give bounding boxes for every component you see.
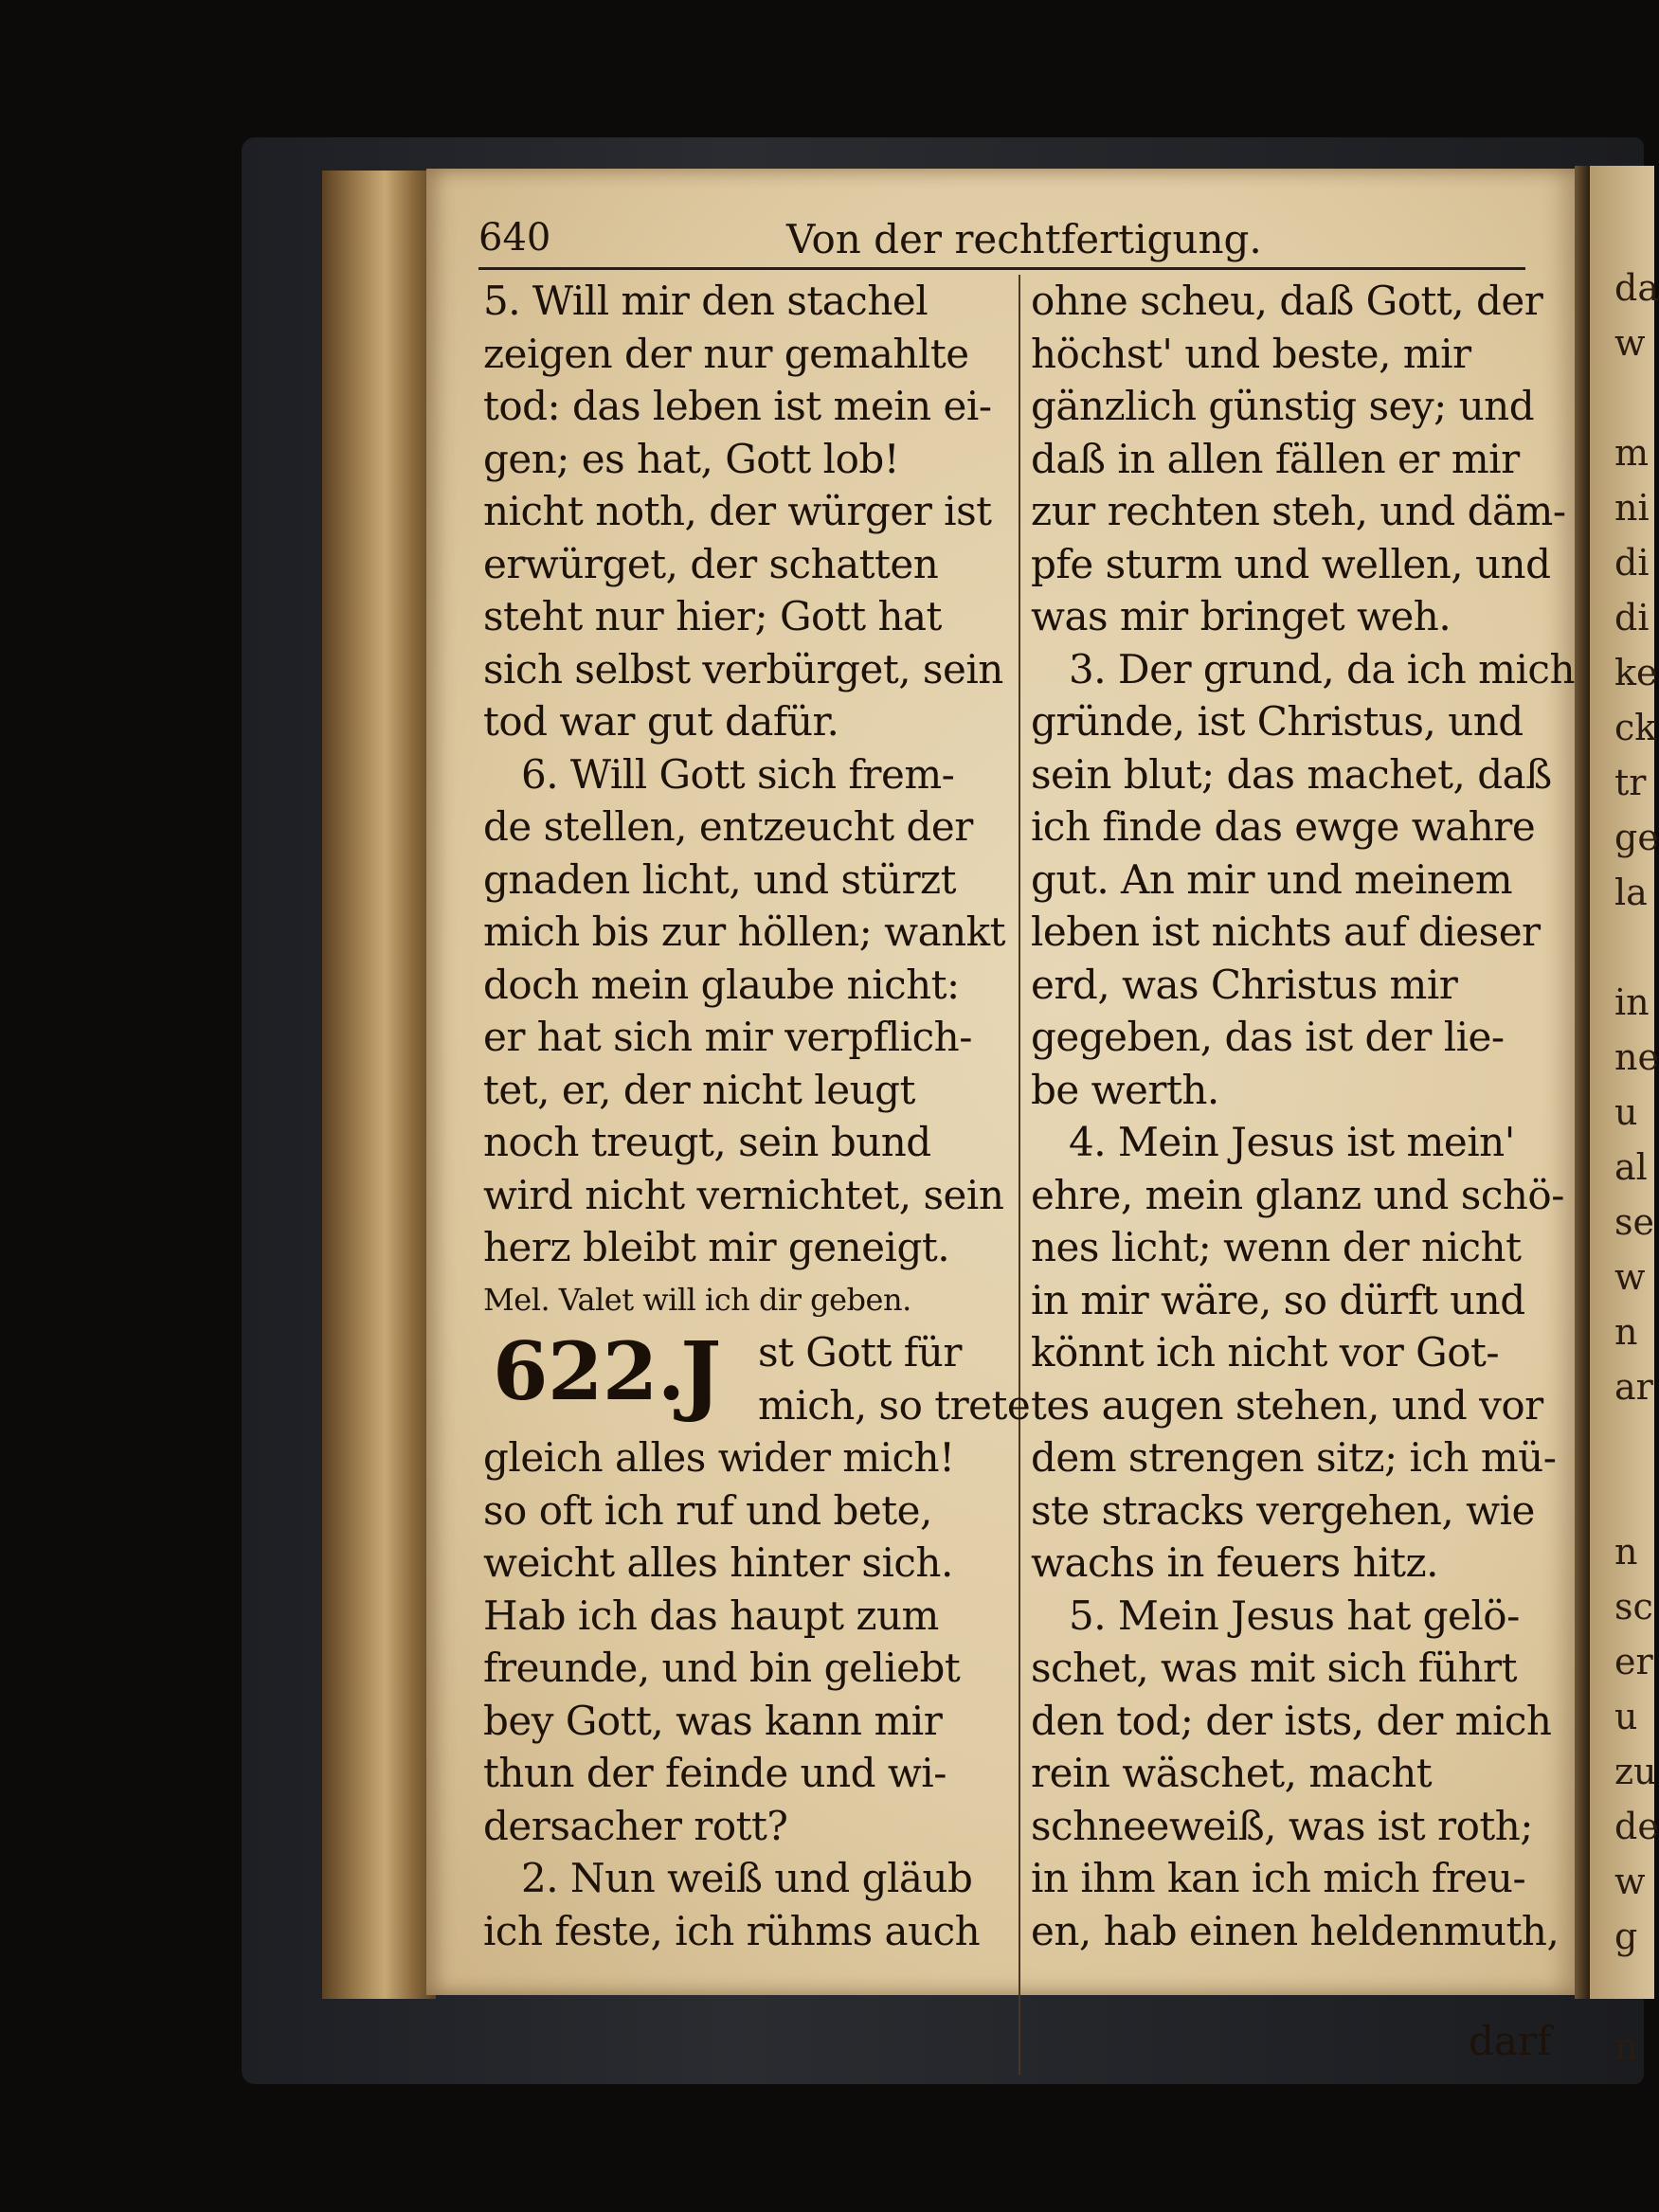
text-line: sich selbst verbürget, sein (483, 645, 1003, 692)
drop-initial: J (680, 1322, 722, 1425)
header-rule (478, 267, 1525, 270)
text-line: dem strengen sitz; ich mü- (1031, 1434, 1557, 1481)
hymn-number: 622. (493, 1324, 685, 1418)
stanza-4 (1031, 1116, 1564, 1590)
book-gutter (1575, 166, 1590, 1999)
text-line: leben ist nichts auf dieser (1031, 908, 1541, 955)
text-line: 6. Will Gott sich frem- (521, 750, 955, 798)
text-line: höchst' und beste, mir (1031, 330, 1471, 377)
text-line: 5. Will mir den stachel (483, 278, 929, 324)
text-line: herz bleibt mir geneigt. (483, 1224, 950, 1270)
text-line: er hat sich mir verpflich- (483, 1014, 972, 1060)
text-line: be werth. (1031, 1066, 1219, 1113)
text-line: gut. An mir und meinem (1031, 855, 1513, 903)
text-line: zur rechten steh, und däm- (1031, 488, 1566, 534)
text-line: daß in allen fällen er mir (1031, 435, 1520, 482)
text-line: schet, was mit sich führt (1031, 1645, 1517, 1691)
text-line: tes augen stehen, und vor (1031, 1381, 1543, 1429)
text-line: rein wäschet, macht (1031, 1750, 1433, 1796)
text-line: doch mein glaube nicht: (483, 961, 960, 1008)
text-line: in mir wäre, so dürft und (1031, 1276, 1525, 1323)
next-page-fragment (1590, 166, 1659, 2067)
page-number: 640 (478, 216, 551, 260)
column-divider (1019, 275, 1020, 2075)
text-line: Hab ich das haupt zum (483, 1592, 939, 1639)
text-line: bey Gott, was kann mir (483, 1697, 943, 1744)
text-line: zeigen der nur gemahlte (483, 330, 969, 377)
text-line: was mir bringet weh. (1031, 593, 1452, 639)
text-line: steht nur hier; Gott hat (483, 593, 942, 639)
text-line: gründe, ist Christus, und (1031, 698, 1524, 745)
stanza-5b (1031, 1590, 1560, 1958)
text-line: mich bis zur höllen; wankt (483, 908, 1005, 955)
text-line: gegeben, das ist der lie- (1031, 1014, 1505, 1060)
text-line: noch treugt, sein bund (483, 1119, 931, 1165)
text-line: erd, was Christus mir (1031, 961, 1458, 1008)
text-line: nes licht; wenn der nicht (1031, 1224, 1522, 1270)
text-line: könnt ich nicht vor Got- (1031, 1329, 1500, 1376)
text-line: ste stracks vergehen, wie (1031, 1486, 1535, 1534)
text-line: ohne scheu, daß Gott, der (1031, 278, 1543, 324)
melody-note: Mel. Valet will ich dir geben. (483, 1281, 911, 1318)
next-page-text: da w m ni di di ke ck tr ge la in ne u al se w n ar n sc er u zu de w g n (1614, 267, 1659, 2067)
text-line: sein blut; das machet, daß (1031, 750, 1552, 798)
stanza-1 (483, 1431, 1014, 1852)
text-line: gleich alles wider mich! (483, 1434, 955, 1481)
text-line: freunde, und bin geliebt (483, 1645, 961, 1691)
running-title: Von der rechtfertigung. (786, 216, 1262, 262)
text-line: gnaden licht, und stürzt (483, 855, 957, 903)
page-edges (322, 171, 436, 1999)
text-line: thun der feinde und wi- (483, 1750, 947, 1796)
left-column (483, 275, 1031, 1957)
text-line: tet, er, der nicht leugt (483, 1066, 915, 1113)
text-line: ich feste, ich rühms auch (483, 1907, 981, 1954)
stanza-5 (483, 275, 1014, 748)
text-line: mich, so trete (758, 1381, 1031, 1429)
catchword: darf (1469, 2018, 1552, 2064)
stanza-6 (483, 748, 1014, 1274)
text-line: in ihm kan ich mich freu- (1031, 1855, 1526, 1901)
text-line: nicht noth, der würger ist (483, 488, 992, 534)
text-line: 3. Der grund, da ich mich (1069, 645, 1575, 692)
text-line: dersacher rott? (483, 1802, 788, 1849)
text-line: pfe sturm und wellen, und (1031, 540, 1551, 587)
text-line: schneeweiß, was ist roth; (1031, 1802, 1533, 1849)
text-line: gänzlich günstig sey; und (1031, 383, 1535, 429)
text-line: 5. Mein Jesus hat gelö- (1069, 1592, 1520, 1639)
text-line: so oft ich ruf und bete, (483, 1486, 932, 1534)
text-line: ehre, mein glanz und schö- (1031, 1171, 1564, 1218)
text-line: den tod; der ists, der mich (1031, 1697, 1552, 1744)
text-line: tod: das leben ist mein ei- (483, 383, 992, 429)
text-line: de stellen, entzeucht der (483, 803, 973, 850)
stanza-2 (483, 1852, 1014, 1957)
text-line: weicht alles hinter sich. (483, 1539, 953, 1586)
text-line: ich finde das ewge wahre (1031, 803, 1536, 850)
stanza-2-continued (1031, 275, 1566, 643)
page-header (478, 216, 1530, 269)
hymn-622-opening (483, 1322, 1031, 1431)
text-line: st Gott für (758, 1329, 962, 1376)
text-line: en, hab einen heldenmuth, (1031, 1907, 1560, 1954)
text-line: wachs in feuers hitz. (1031, 1539, 1438, 1586)
stanza-3 (1031, 643, 1575, 1117)
text-line: gen; es hat, Gott lob! (483, 435, 900, 482)
text-line: wird nicht vernichtet, sein (483, 1171, 1004, 1218)
text-line: erwürget, der schatten (483, 540, 939, 587)
text-line: tod war gut dafür. (483, 698, 839, 745)
text-line: 2. Nun weiß und gläub (521, 1855, 973, 1901)
text-line: 4. Mein Jesus ist mein' (1069, 1119, 1515, 1165)
right-column (1031, 275, 1575, 1957)
